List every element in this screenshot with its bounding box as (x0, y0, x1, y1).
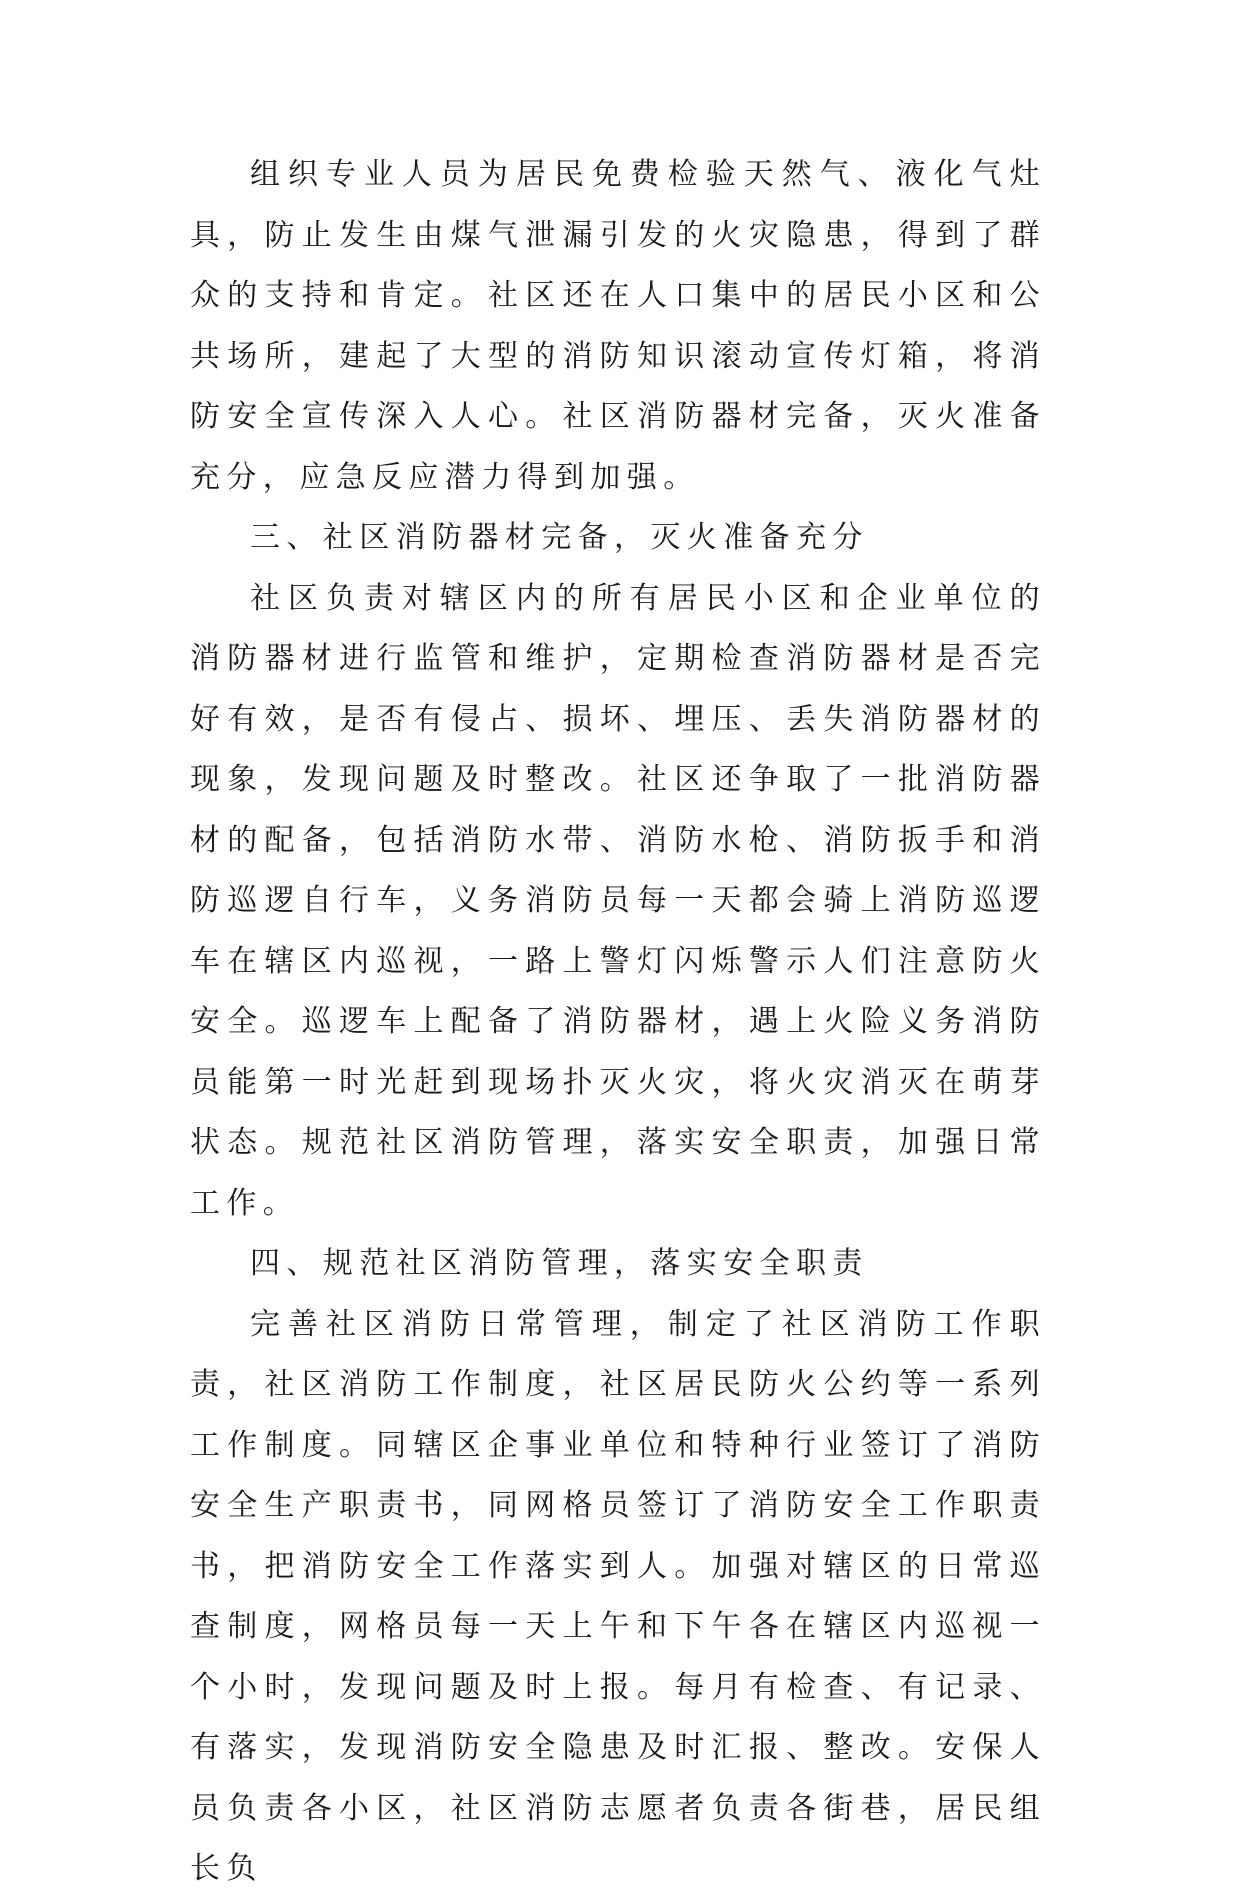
body-paragraph: 完善社区消防日常管理，制定了社区消防工作职责，社区消防工作制度，社区居民防火公约等一系列工作制度。同辖区企事业单位和特种行业签订了消防安全生产职责书，同网格员签订了消防安全工作职责书，把消防安全工作落实到人。加强对辖区的日常巡查制度，网格员每一天上午和下午各在辖区内巡视一个小时，发现问题及时上报。每月有检查、有记录、有落实，发现消防安全隐患及时汇报、整改。安保人员负责各小区，社区消防志愿者负责各街巷，居民组长负 (190, 1306, 1046, 1886)
body-paragraph: 组织专业人员为居民免费检验天然气、液化气灶具，防止发生由煤气泄漏引发的火灾隐患，得到了群众的支持和肯定。社区还在人口集中的居民小区和公共场所，建起了大型的消防知识滚动宣传灯箱，将消防安全宣传深入人心。社区消防器材完备，灭火准备充分，应急反应潜力得到加强。 (190, 157, 1046, 495)
body-paragraph: 社区负责对辖区内的所有居民小区和企业单位的消防器材进行监管和维护，定期检查消防器材是否完好有效，是否有侵占、损坏、埋压、丢失消防器材的现象，发现问题及时整改。社区还争取了一批消防器材的配备，包括消防水带、消防水枪、消防扳手和消防巡逻自行车，义务消防员每一天都会骑上消防巡逻车在辖区内巡视，一路上警灯闪烁警示人们注意防火安全。巡逻车上配备了消防器材，遇上火险义务消防员能第一时光赶到现场扑灭火灾，将火灾消灭在萌芽状态。规范社区消防管理，落实安全职责，加强日常工作。 (190, 580, 1046, 1221)
section-heading: 四、规范社区消防管理，落实安全职责 (250, 1246, 869, 1281)
document-page (190, 145, 1046, 1900)
section-heading: 三、社区消防器材完备，灭火准备充分 (250, 520, 869, 555)
